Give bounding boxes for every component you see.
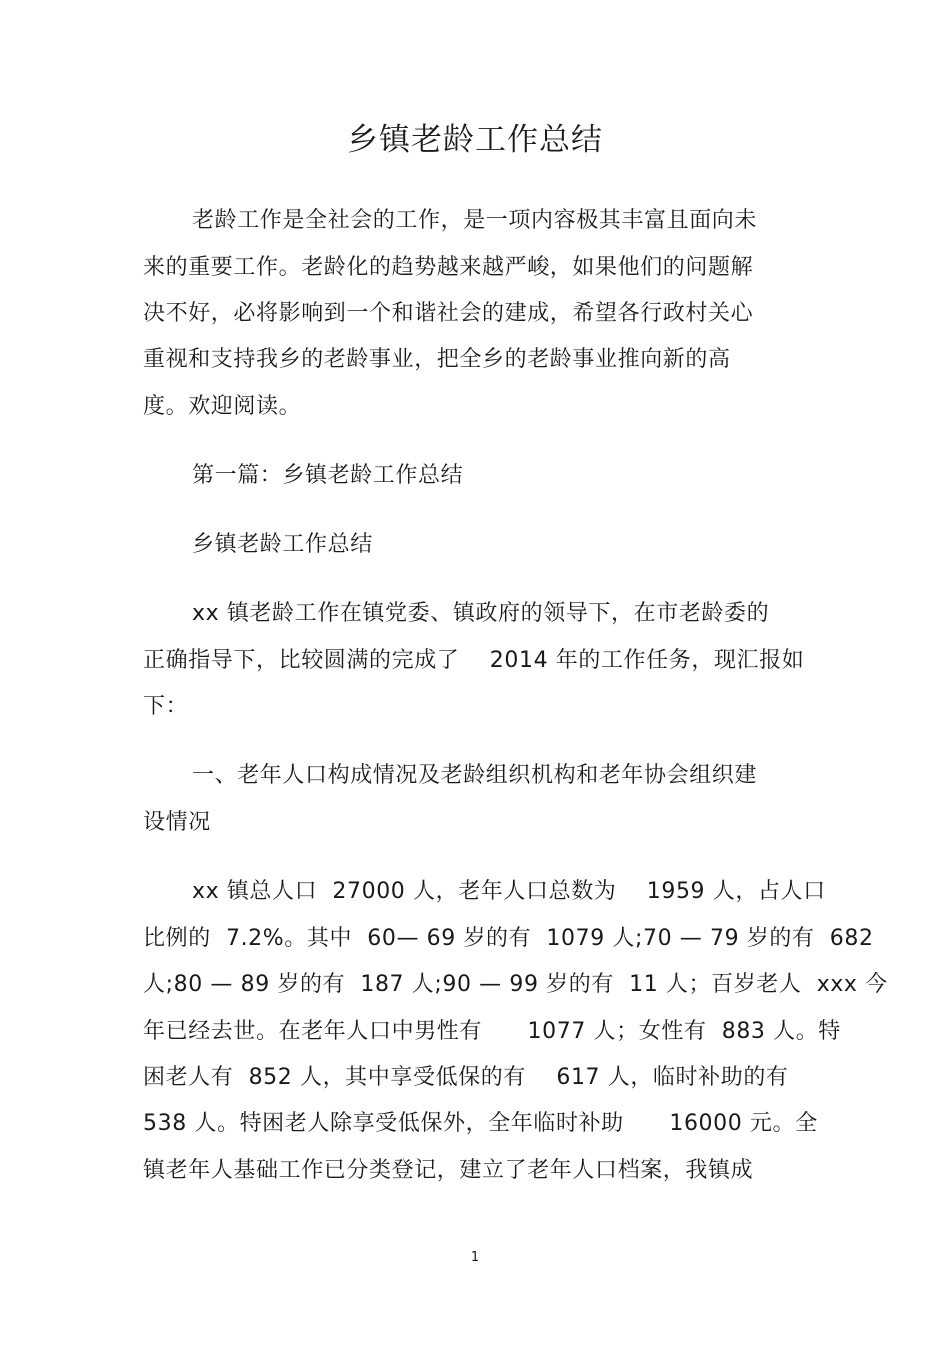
- para2-line-7: 镇老年人基础工作已分类登记，建立了老年人口档案，我镇成: [143, 1158, 754, 1183]
- subtitle: 乡镇老龄工作总结: [192, 532, 373, 557]
- section1-heading-line-2: 设情况: [143, 810, 211, 835]
- para2-line-3: 人;80 — 89 岁的有 187 人;90 — 99 岁的有 11 人；百岁老人 xxx 今: [143, 972, 888, 997]
- document-title: 乡镇老龄工作总结: [347, 122, 603, 158]
- para1-line-2: 正确指导下，比较圆满的完成了 2014 年的工作任务，现汇报如: [143, 648, 805, 673]
- intro-line-3: 决不好，必将影响到一个和谐社会的建成，希望各行政村关心: [143, 301, 754, 326]
- intro-line-5: 度。欢迎阅读。: [143, 394, 302, 419]
- intro-line-1: 老龄工作是全社会的工作，是一项内容极其丰富且面向未: [192, 208, 758, 233]
- para2-line-1: xx 镇总人口 27000 人，老年人口总数为 1959 人，占人口: [192, 879, 826, 904]
- para2-line-4: 年已经去世。在老年人口中男性有 1077 人；女性有 883 人。特: [143, 1019, 841, 1044]
- chapter-heading: 第一篇：乡镇老龄工作总结: [192, 463, 464, 488]
- section1-heading-line-1: 一、老年人口构成情况及老龄组织机构和老年协会组织建: [192, 763, 758, 788]
- page-number: 1: [470, 1250, 480, 1265]
- para1-line-1: xx 镇老龄工作在镇党委、镇政府的领导下，在市老龄委的: [192, 601, 770, 626]
- intro-line-4: 重视和支持我乡的老龄事业，把全乡的老龄事业推向新的高: [143, 347, 731, 372]
- para1-line-3: 下：: [143, 694, 189, 719]
- intro-line-2: 来的重要工作。老龄化的趋势越来越严峻，如果他们的问题解: [143, 255, 754, 280]
- para2-line-6: 538 人。特困老人除享受低保外，全年临时补助 16000 元。全: [143, 1111, 818, 1136]
- para2-line-2: 比例的 7.2%。其中 60— 69 岁的有 1079 人;70 — 79 岁的有 682: [143, 926, 874, 951]
- para2-line-5: 困老人有 852 人，其中享受低保的有 617 人，临时补助的有: [143, 1065, 789, 1090]
